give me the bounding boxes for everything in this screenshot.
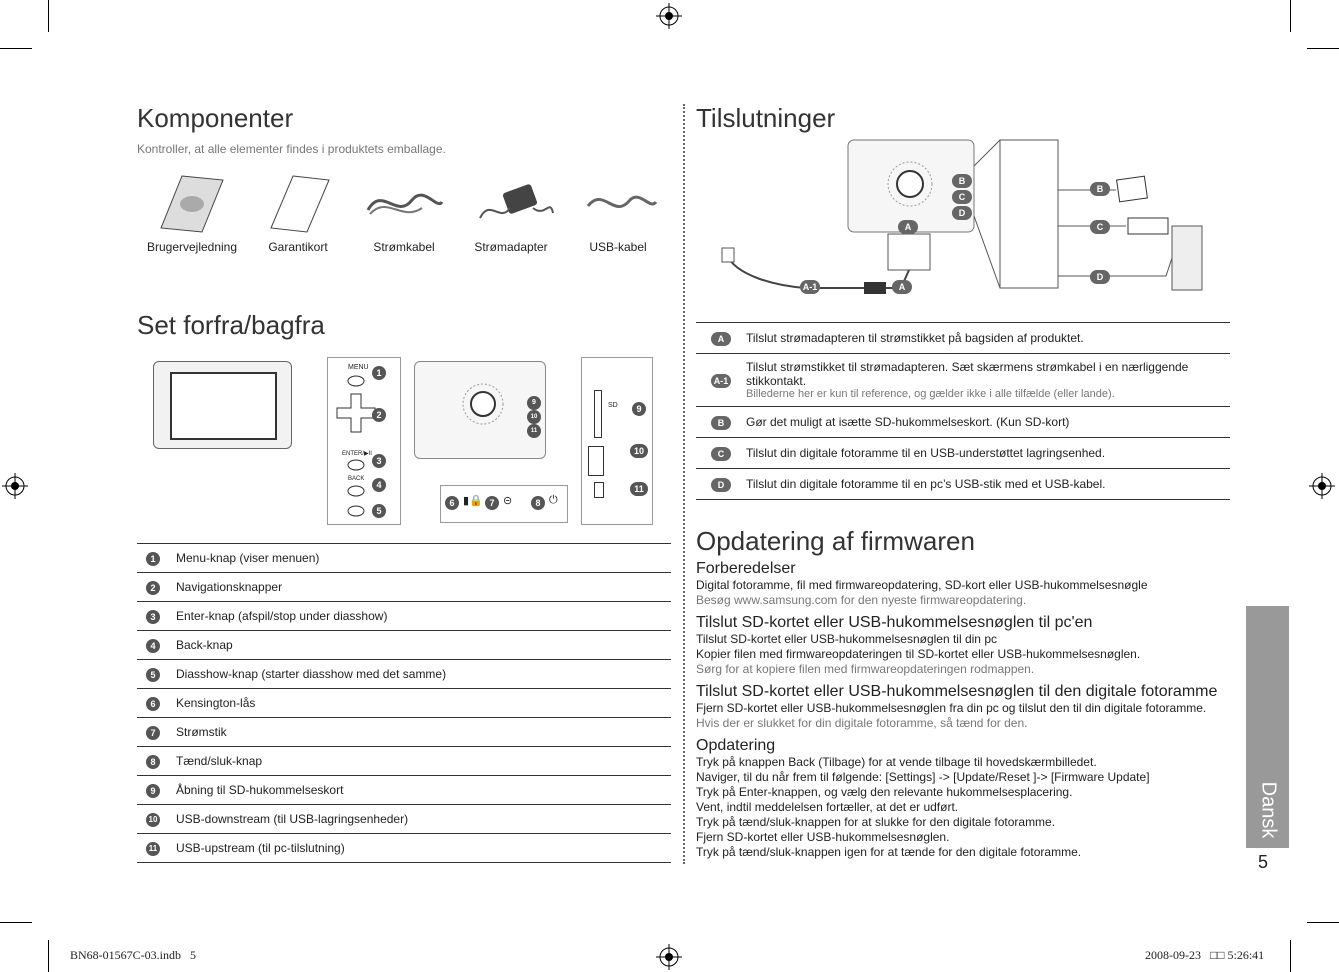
components-title: Komponenter [137, 103, 294, 133]
crop-mark [1290, 0, 1291, 32]
item-label: Strømstik [175, 718, 671, 747]
diagram-label-c2: C [1090, 220, 1110, 234]
item-label: USB-upstream (til pc-tilslutning) [175, 834, 671, 863]
item-label: Enter-knap (afspil/stop under diasshow) [175, 602, 671, 631]
usb-a-port [588, 446, 604, 476]
table-row [696, 354, 1230, 407]
navigation-buttons-icon [336, 392, 376, 434]
section-line: Kopier filen med firmwareopdateringen til SD-kortet eller USB-hukommelsesnøglen. [696, 647, 1141, 661]
section-line: Vent, indtil meddelelsen fortæller, at det er udført. [696, 800, 959, 814]
item-number: 7 [146, 726, 160, 740]
table-row [137, 631, 671, 660]
table-row [696, 469, 1230, 500]
warranty-card-icon [265, 172, 335, 236]
table-row [137, 718, 671, 747]
item-number: 3 [146, 610, 160, 624]
button-panel [327, 357, 401, 525]
connections-title: Tilslutninger [696, 103, 836, 133]
section-line: Tryk på tænd/sluk-knappen igen for at tænde for den digitale fotoramme. [696, 845, 1082, 859]
frame-front-view [153, 361, 292, 449]
page-number: 5 [1258, 852, 1269, 872]
item-label: USB-downstream (til USB-lagringsenheder) [175, 805, 671, 834]
back-label: BACK [348, 476, 365, 482]
diagram-label-d2: D [1090, 270, 1110, 284]
item-label: Kensington-lås [175, 689, 671, 718]
crop-mark [0, 48, 32, 49]
callout-6: 6 [445, 496, 459, 510]
section-line: Digital fotoramme, fil med firmwareopdatering, SD-kort eller USB-hukommelsesnøgle [696, 578, 1148, 592]
item-label: Navigationsknapper [175, 573, 671, 602]
diagram-label-d: D [952, 206, 972, 220]
callout-7: 7 [485, 496, 499, 510]
table-row [696, 438, 1230, 469]
callout-3: 3 [372, 454, 386, 468]
section-note: Sørg for at kopiere filen med firmwareopdateringen rodmappen. [696, 662, 1035, 676]
connection-text: Tilslut strømstikket til strømadapteren. Sæt skærmens strømkabel i en nærliggende stikkontakt. [746, 360, 1189, 388]
connection-letter: C [711, 447, 731, 461]
connection-text: Tilslut strømadapteren til strømstikket på bagsiden af produktet. [746, 323, 1230, 354]
item-label: Menu-knap (viser menuen) [175, 544, 671, 573]
diagram-label-b2: B [1090, 182, 1110, 196]
callout-9b: 9 [632, 402, 646, 416]
back-detail-ports [440, 485, 568, 523]
crop-mark [1307, 922, 1339, 923]
table-row [137, 776, 671, 805]
usb-b-port [594, 482, 604, 498]
diagram-label-a1: A-1 [800, 280, 820, 294]
registration-mark-icon [2, 473, 28, 499]
connections-table [696, 322, 1230, 500]
crop-mark [48, 940, 49, 972]
item-number: 4 [146, 639, 160, 653]
enter-label: ENTER/▶II [342, 451, 372, 457]
diagram-label-c: C [952, 190, 972, 204]
item-number: 8 [146, 755, 160, 769]
component-label: USB-kabel [589, 240, 647, 254]
section-heading: Tilslut SD-kortet eller USB-hukommelsesnøglen til den digitale fotoramme [696, 683, 1218, 700]
crop-mark [1290, 940, 1291, 972]
registration-mark-icon [656, 944, 682, 970]
item-number: 5 [146, 668, 160, 682]
section-line: Tilslut SD-kortet eller USB-hukommelsesnøglen til din pc [696, 632, 997, 646]
column-divider [683, 104, 685, 864]
section-line: Naviger, til du når frem til følgende: [Settings] -> [Update/Reset ]-> [Firmware Update] [696, 770, 1150, 784]
callout-5: 5 [372, 504, 386, 518]
registration-mark-icon [656, 3, 682, 29]
item-label: Back-knap [175, 631, 671, 660]
section-line: Tryk på Enter-knappen, og vælg den relevante hukommelsesplacering. [696, 785, 1073, 799]
callout-11b: 11 [630, 482, 648, 496]
section-line: Tryk på knappen Back (Tilbage) for at vende tilbage til hovedskærmbilledet. [696, 755, 1097, 769]
connection-text: Tilslut din digitale fotoramme til en pc’s USB-stik med et USB-kabel. [746, 469, 1230, 500]
callout-10: 10 [527, 410, 541, 424]
manual-icon [157, 172, 227, 236]
section-note: Besøg www.samsung.com for den nyeste firmwareopdatering. [696, 593, 1027, 607]
table-row [696, 407, 1230, 438]
callout-1: 1 [372, 366, 386, 380]
callout-8: 8 [531, 496, 545, 510]
components-figure [137, 170, 671, 260]
footer-file: BN68-01567C-03.indb 5 [70, 948, 196, 962]
frame-back-view [414, 361, 546, 459]
footer-date: 2008-09-23 □□ 5:26:41 [1145, 948, 1265, 962]
back-button-icon [346, 484, 366, 498]
section-heading: Tilslut SD-kortet eller USB-hukommelsesnøglen til pc'en [696, 614, 1093, 631]
power-jack-icon: ⊝ [503, 495, 513, 507]
callout-10b: 10 [630, 444, 648, 458]
connection-text: Gør det muligt at isætte SD-hukommelseskort. (Kun SD-kort) [746, 407, 1230, 438]
callout-11: 11 [527, 424, 541, 438]
front-back-diagram [137, 355, 671, 527]
front-back-title: Set forfra/bagfra [137, 310, 325, 340]
table-row [137, 544, 671, 573]
item-number: 10 [146, 813, 160, 827]
table-row [137, 805, 671, 834]
power-button-icon: ⏻ [549, 494, 558, 506]
component-label: Strømadapter [474, 240, 548, 254]
item-label: Åbning til SD-hukommelseskort [175, 776, 671, 805]
language-tab-label-wrap [1246, 780, 1289, 840]
diagram-label-b: B [952, 174, 972, 188]
language-tab [1246, 606, 1289, 848]
component-label: Garantikort [268, 240, 328, 254]
table-row [137, 834, 671, 863]
enter-button-icon [346, 458, 366, 472]
component-label: Strømkabel [373, 240, 435, 254]
item-number: 1 [146, 552, 160, 566]
component-label: Brugervejledning [146, 240, 238, 254]
table-row [137, 573, 671, 602]
components-subtitle: Kontroller, at alle elementer findes i produktets emballage. [137, 142, 446, 156]
connection-text: Tilslut din digitale fotoramme til en USB-understøttet lagringsenhed. [746, 438, 1230, 469]
connection-letter: B [711, 416, 731, 430]
table-row [137, 747, 671, 776]
callout-4: 4 [372, 478, 386, 492]
callout-2: 2 [372, 408, 386, 422]
connection-letter: A [711, 332, 731, 346]
section-line: Fjern SD-kortet eller USB-hukommelsesnøglen fra din pc og tilslut den til din digitale fotoramme. [696, 701, 1207, 715]
item-number: 6 [146, 697, 160, 711]
firmware-body [696, 560, 1236, 860]
table-row [137, 689, 671, 718]
item-number: 2 [146, 581, 160, 595]
side-ports-panel [581, 357, 653, 525]
callout-9: 9 [527, 396, 541, 410]
table-row [137, 660, 671, 689]
crop-mark [48, 0, 49, 32]
connection-letter: A-1 [711, 374, 731, 388]
kensington-lock-icon: ▮🔒 [463, 495, 483, 507]
slideshow-button-icon [346, 504, 366, 518]
sd-slot [594, 390, 602, 438]
section-note: Hvis der er slukket for din digitale fotoramme, så tænd for den. [696, 716, 1028, 730]
language-label: Dansk [1257, 781, 1280, 839]
crop-mark [1307, 48, 1339, 49]
diagram-label-a2: A [892, 280, 912, 294]
connections-diagram [696, 136, 1230, 306]
sd-label: SD [608, 402, 618, 409]
item-label: Tænd/sluk-knap [175, 747, 671, 776]
crop-mark [0, 922, 32, 923]
front-back-list [137, 543, 671, 863]
power-adapter-icon [475, 178, 555, 228]
power-cable-icon [362, 180, 446, 226]
registration-mark-icon [1309, 473, 1335, 499]
firmware-title: Opdatering af firmwaren [696, 526, 975, 556]
connection-note: Billederne her er kun til reference, og gælder ikke i alle tilfælde (eller lande). [746, 388, 1115, 400]
item-number: 9 [146, 784, 160, 798]
section-line: Tryk på tænd/sluk-knappen for at slukke for den digitale fotoramme. [696, 815, 1056, 829]
section-heading: Forberedelser [696, 560, 796, 577]
table-row [137, 602, 671, 631]
menu-button-icon [346, 374, 366, 388]
connection-letter: D [711, 478, 731, 492]
section-heading: Opdatering [696, 737, 776, 754]
diagram-label-a: A [898, 220, 918, 234]
frame-screen [170, 372, 277, 440]
menu-label: MENU [348, 364, 369, 371]
table-row [696, 323, 1230, 354]
usb-cable-icon [584, 184, 660, 224]
item-label: Diasshow-knap (starter diasshow med det samme) [175, 660, 671, 689]
item-number: 11 [146, 842, 160, 856]
section-line: Fjern SD-kortet eller USB-hukommelsesnøglen. [696, 830, 950, 844]
connection-lines [696, 136, 1230, 306]
stand-dial-icon [461, 382, 505, 426]
